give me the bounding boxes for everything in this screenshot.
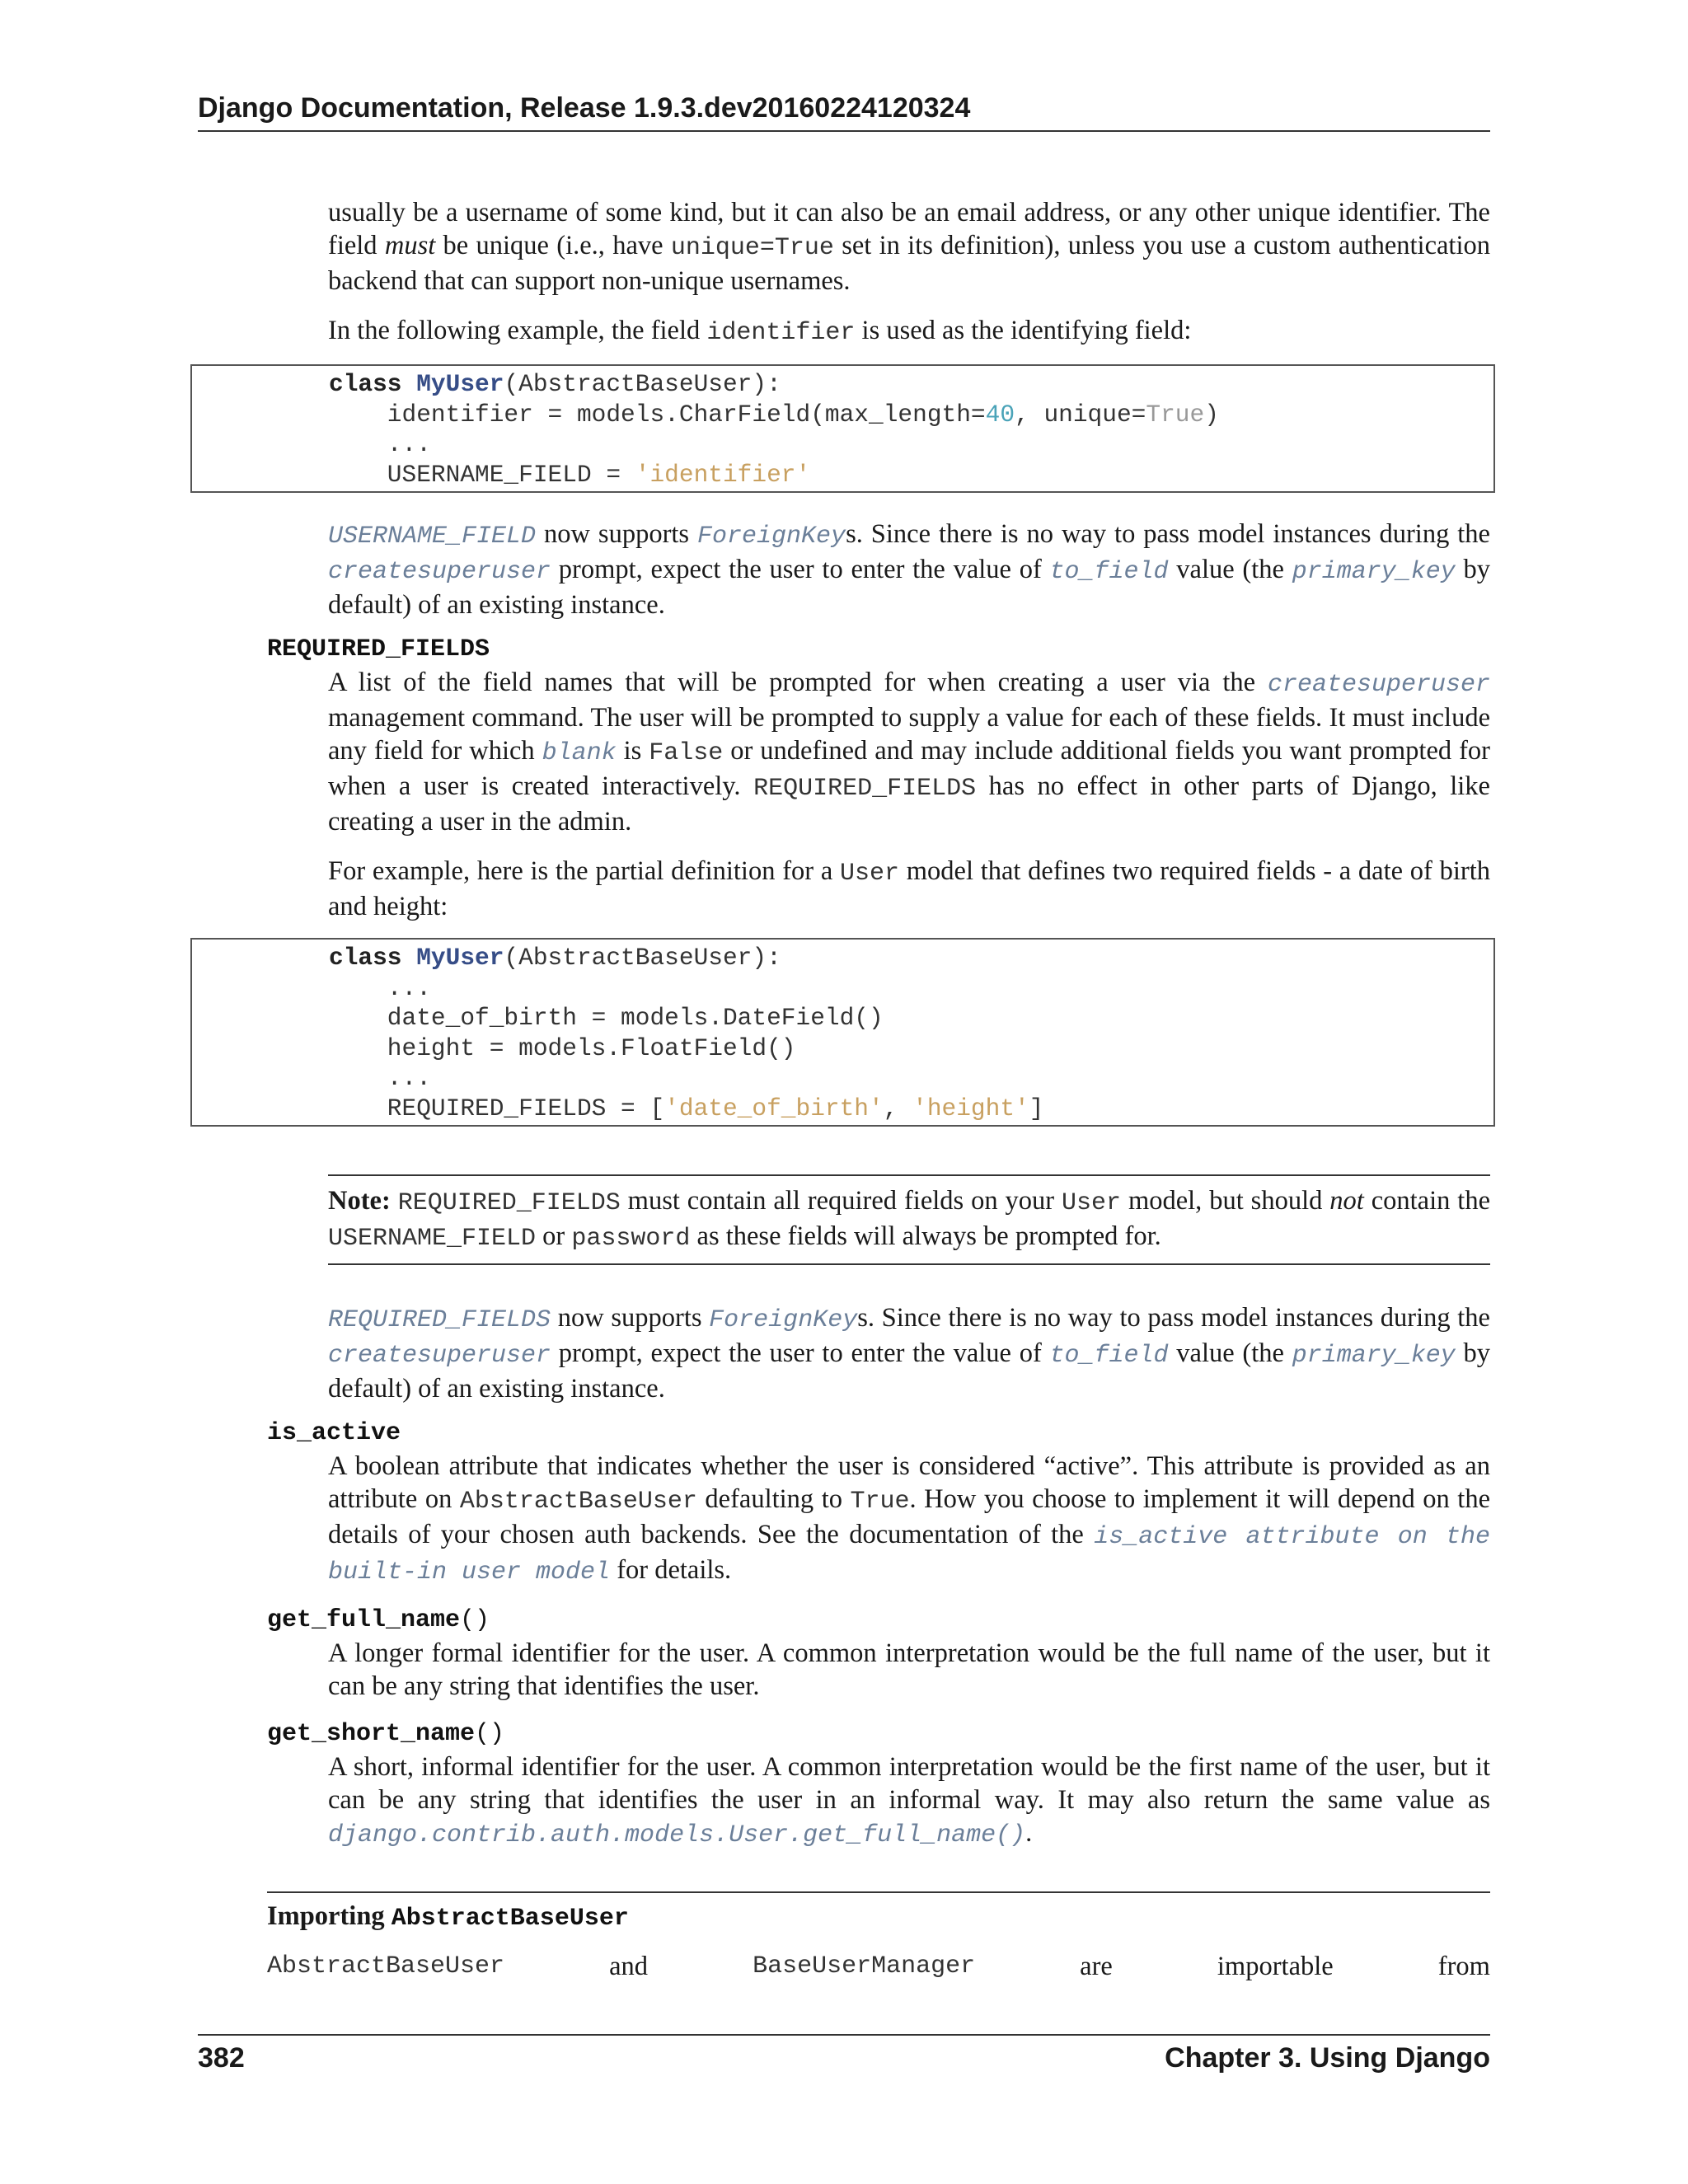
text-run: or undefined and may include additional fields you want prompted for when a user is created interactively. — [328, 736, 1490, 801]
emphasis: must — [384, 231, 436, 260]
text-run: importable — [1217, 1952, 1334, 1981]
text-run: usually be a username of some kind, but it can also be an email address, or any other unique identifier. The field — [328, 198, 1490, 260]
text-run: is — [616, 736, 649, 766]
header-divider — [198, 130, 1490, 132]
inline-code: AbstractBaseUser — [267, 1952, 505, 1980]
page-body — [0, 196, 1688, 1983]
code-text: height = models.FloatField() — [329, 1033, 796, 1062]
code-block-username-field — [190, 364, 1495, 493]
text-run: be unique (i.e., have — [435, 231, 671, 260]
method-name: get_short_name — [267, 1720, 476, 1748]
code-text: , — [883, 1094, 913, 1122]
code-text: ... — [329, 1064, 431, 1092]
text-run: prompt, expect the user to enter the value of — [551, 1338, 1050, 1368]
emphasis: not — [1329, 1186, 1364, 1216]
inline-code: User — [839, 860, 899, 888]
text-run: management command. The user will be prompted to supply a value for each of these fields. It must include any field for which — [328, 703, 1490, 766]
code-text: ... — [329, 430, 431, 458]
text-run: value (the — [1168, 1338, 1292, 1368]
inline-code: REQUIRED_FIELDS — [753, 775, 977, 803]
inline-code: password — [571, 1225, 691, 1253]
text-run: for details. — [610, 1555, 732, 1585]
text-run: prompt, expect the user to enter the value of — [551, 555, 1050, 584]
link-blank[interactable]: blank — [542, 739, 617, 767]
text-run: value (the — [1168, 555, 1292, 584]
inline-code: unique=True — [670, 234, 834, 262]
required-fields-foreignkey-note — [328, 1301, 1490, 1405]
text-run: s. Since there is no way to pass model instances during the — [857, 1303, 1490, 1333]
intro-paragraph — [328, 196, 1490, 298]
code-text: date_of_birth = models.DateField() — [329, 1004, 884, 1032]
link-createsuperuser[interactable]: createsuperuser — [1267, 671, 1490, 699]
text-run: A boolean attribute that indicates whether the user is considered “active”. This attribute is provided as an attribute on — [328, 1451, 1490, 1514]
text-run: model, but should — [1121, 1186, 1330, 1216]
required-fields-example-intro — [328, 855, 1490, 923]
link-required-fields[interactable]: REQUIRED_FIELDS — [328, 1306, 551, 1334]
link-createsuperuser[interactable]: createsuperuser — [328, 558, 551, 586]
term-get-full-name — [267, 1604, 1688, 1637]
link-primary-key[interactable]: primary_key — [1292, 558, 1456, 586]
text-run: defaulting to — [696, 1484, 851, 1514]
running-footer — [198, 2042, 1490, 2074]
code-string: 'height' — [912, 1094, 1029, 1122]
code-text: (AbstractBaseUser): — [504, 944, 781, 972]
text-run: contain the — [1363, 1186, 1490, 1216]
link-createsuperuser[interactable]: createsuperuser — [328, 1342, 551, 1370]
code-number: 40 — [985, 400, 1015, 429]
example-intro-paragraph — [328, 314, 1490, 349]
inline-code: USERNAME_FIELD — [328, 1225, 537, 1253]
inline-code: identifier — [706, 319, 856, 347]
text-run: is used as the identifying field: — [855, 316, 1192, 345]
text-run: are — [1080, 1952, 1113, 1981]
username-field-foreignkey-note — [328, 518, 1490, 621]
term-required-fields: REQUIRED_FIELDS — [267, 635, 490, 663]
term-get-short-name — [267, 1718, 1688, 1750]
text-run: as these fields will always be prompted for. — [690, 1221, 1161, 1251]
text-run: now supports — [536, 519, 698, 549]
text-run: by default) of an existing instance. — [328, 1338, 1490, 1404]
text-run: and — [609, 1952, 649, 1981]
inline-code: User — [1062, 1189, 1122, 1217]
text-run: from — [1437, 1952, 1490, 1981]
importing-section-title — [267, 1900, 1688, 1935]
footer-divider — [198, 2034, 1490, 2036]
text-run: set in its definition), unless you use a custom authentication backend that can support non-unique usernames. — [328, 231, 1490, 296]
code-text: (AbstractBaseUser): — [504, 370, 781, 398]
link-foreignkey[interactable]: ForeignKey — [697, 523, 846, 551]
code-builtin: True — [1146, 400, 1205, 429]
text-run: A short, informal identifier for the user. A common interpretation would be the first name of the user, but it can be any string that identifies the user in an informal way. It may also return the same value as — [328, 1752, 1490, 1815]
inline-code: True — [850, 1488, 910, 1516]
text-run: by default) of an existing instance. — [328, 555, 1490, 620]
note-text — [328, 1184, 1490, 1255]
get-short-name-description — [328, 1750, 1490, 1852]
required-fields-description — [328, 666, 1490, 838]
importing-paragraph-line — [267, 1950, 1490, 1983]
page-number: 382 — [198, 2042, 245, 2074]
code-text: ) — [1204, 400, 1219, 429]
link-foreignkey[interactable]: ForeignKey — [709, 1306, 858, 1334]
link-to-field[interactable]: to_field — [1049, 1342, 1169, 1370]
section-divider — [267, 1891, 1490, 1893]
code-text: ... — [329, 973, 431, 1002]
text-run: model that defines two required fields - a date of birth and height: — [328, 856, 1490, 921]
link-to-field[interactable]: to_field — [1049, 558, 1169, 586]
running-header: Django Documentation, Release 1.9.3.dev20160224120324 — [198, 92, 971, 124]
get-full-name-description: A longer formal identifier for the user. A common interpretation would be the full name of the user, but it can be any string that identifies the user. — [328, 1638, 1490, 1701]
term-is-active: is_active — [267, 1419, 401, 1447]
note-label: Note: — [328, 1186, 391, 1216]
code-text: USERNAME_FIELD = — [329, 460, 635, 489]
method-parens: () — [460, 1606, 490, 1634]
link-is-active-attribute[interactable]: is_active attribute on the built-in user model — [328, 1523, 1490, 1586]
code-string: 'identifier' — [635, 460, 811, 489]
text-run: now supports — [551, 1303, 710, 1333]
code-text: , unique= — [1015, 400, 1146, 429]
code-keyword: class — [329, 370, 402, 398]
text-run: has no effect in other parts of Django, like creating a user in the admin. — [328, 771, 1490, 837]
code-string: 'date_of_birth' — [664, 1094, 884, 1122]
note-admonition — [328, 1174, 1490, 1265]
inline-code: AbstractBaseUser — [459, 1488, 697, 1516]
code-class-name: MyUser — [416, 944, 504, 972]
text-run: must contain all required fields on your — [620, 1186, 1062, 1216]
code-text: REQUIRED_FIELDS = [ — [329, 1094, 665, 1122]
inline-code: AbstractBaseUser — [391, 1905, 629, 1933]
code-text: identifier = models.CharField(max_length= — [329, 400, 986, 429]
chapter-title: Chapter 3. Using Django — [1165, 2042, 1490, 2074]
link-username-field[interactable]: USERNAME_FIELD — [328, 523, 537, 551]
text-run: In the following example, the field — [328, 316, 707, 345]
code-block-required-fields — [190, 938, 1495, 1127]
text-run: or — [536, 1221, 572, 1251]
text-run: For example, here is the partial definition for a — [328, 856, 840, 886]
link-primary-key[interactable]: primary_key — [1292, 1342, 1456, 1370]
code-text: ] — [1029, 1094, 1044, 1122]
method-parens: () — [475, 1720, 505, 1748]
code-class-name: MyUser — [416, 370, 504, 398]
inline-code: REQUIRED_FIELDS — [397, 1189, 621, 1217]
method-name: get_full_name — [267, 1606, 461, 1634]
inline-code: False — [649, 739, 724, 767]
is-active-description — [328, 1450, 1490, 1589]
text-run: Importing — [267, 1901, 392, 1931]
text-run: . — [1025, 1818, 1033, 1848]
link-get-full-name[interactable]: django.contrib.auth.models.User.get_full_name() — [328, 1821, 1026, 1849]
text-run: s. Since there is no way to pass model instances during the — [846, 519, 1490, 549]
inline-code: BaseUserManager — [753, 1952, 976, 1980]
code-keyword: class — [329, 944, 402, 972]
text-run: A list of the field names that will be prompted for when creating a user via the — [328, 668, 1268, 697]
text-run: . How you choose to implement it will depend on the details of your chosen auth backends. See the documentation of the — [328, 1484, 1490, 1549]
